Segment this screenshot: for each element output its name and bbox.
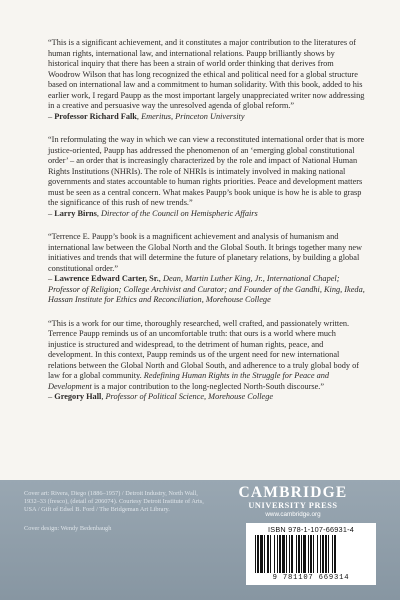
attribution-separator: , (136, 111, 142, 121)
endorser-affiliation: Professor of Political Science, Morehouse College (105, 392, 274, 401)
barcode-bar (257, 535, 259, 573)
barcode-bar (277, 535, 278, 573)
barcode-bar (260, 535, 263, 573)
endorsement-carter (48, 232, 366, 306)
endorsement-attribution (48, 112, 366, 123)
barcode-bar (308, 535, 309, 573)
barcode-number: 9 781107 669314 (272, 574, 350, 582)
barcode-bar (317, 535, 318, 573)
barcode-bar (332, 535, 333, 573)
endorsement-hall (48, 319, 366, 403)
barcode-bar (322, 535, 324, 573)
cover-art-credit: Cover art: Rivera, Diego (1886–1957) / Detroit Industry, North Wall, 1932–33 (fresco), (detail of 206074). Courtesy Detroit Institute of Arts, USA / Gift of Edsel B. Ford / The Bridgeman Art Library. (24, 490, 204, 514)
cover-design-credit: Cover design: Wendy Bedenbaugh (24, 524, 112, 532)
barcode-bar (286, 535, 287, 573)
endorser-affiliation: Dean, Martin Luther King, Jr., International Chapel; Professor of Religion; College Archivist and Curator; and Founder of the Gandhi, King, Ikeda, Hassan Institute for Ethics and Reconciliation, Morehouse College (48, 274, 365, 304)
attribution-separator: , (101, 392, 106, 401)
barcode-bar (279, 535, 281, 573)
endorsement-list (48, 38, 366, 416)
publisher-subtitle: UNIVERSITY PRESS (248, 501, 338, 510)
endorsement-quote (48, 319, 366, 393)
endorsement-birns (48, 135, 366, 219)
endorser-name: Gregory Hall (54, 392, 102, 401)
attribution-dash: – (48, 208, 55, 218)
barcode-bar (325, 535, 327, 573)
endorsement-quote: “In reformulating the way in which we can view a reconstituted international order that is more justice-oriented, Paupp has addressed the phenomenon of an ‘emerging global constitutional order’ – an order that is increasingly characterized by the role and impact of National Human Rights Institutions (NHRIs). The role of NHRIs is intimately involved in making national governments and states accountable to human rights priorities. Peace and development matters must be seen as a central concern. What makes Paupp’s book unique is how he is able to grasp the significance of this rush of new trends.” (48, 135, 365, 207)
attribution-dash: – (48, 274, 55, 283)
barcode-bar (296, 535, 297, 573)
barcode-bar (303, 535, 306, 573)
endorsement-attribution (48, 392, 366, 403)
attribution-dash: – (48, 392, 55, 401)
barcode-bar (274, 535, 275, 573)
barcode-bar (270, 535, 271, 573)
endorsement-falk (48, 38, 366, 122)
endorsement-quote: “Terrence E. Paupp’s book is a magnificent achievement and analysis of humanism and international law between the Global North and the Global South. It brings together many new initiatives and trends that will determine the future of planetary relations, by building a global constitutional order.” (48, 232, 363, 273)
endorser-name: Larry Birns (54, 208, 97, 218)
endorser-name: Lawrence Edward Carter, Sr. (54, 274, 159, 283)
attribution-dash: – (48, 111, 55, 121)
attribution-separator: , (96, 208, 102, 218)
publisher-logo (210, 485, 376, 519)
barcode-bar (328, 535, 329, 573)
cover-credits (24, 490, 204, 543)
barcode-bar (313, 535, 314, 573)
barcode-bar (282, 535, 285, 573)
publisher-name: CAMBRIDGE (238, 484, 348, 501)
barcode-bar (267, 535, 269, 573)
endorser-affiliation: Director of the Council on Hemispheric Affairs (101, 208, 258, 218)
quote-text: is a major contribution to the long-neglected North-South discourse.” (91, 381, 325, 391)
barcode-label (246, 523, 376, 585)
attribution-separator: , (158, 274, 163, 283)
endorser-affiliation: Emeritus, Princeton University (141, 111, 245, 121)
barcode-bar (289, 535, 290, 573)
publisher-url: www.cambridge.org (265, 511, 321, 518)
barcode-bar (320, 535, 321, 573)
book-title-reference: Redefining Human Rights in the Struggle for Peace and Development (48, 371, 330, 391)
endorsement-attribution (48, 274, 366, 306)
barcode-bar (298, 535, 300, 573)
isbn-text: ISBN 978-1-107-66931-4 (268, 525, 354, 534)
barcode-bar (310, 535, 312, 573)
endorsement-attribution (48, 209, 366, 220)
endorser-name: Professor Richard Falk (54, 111, 137, 121)
barcode-bar (255, 535, 256, 573)
barcode-bar (264, 535, 265, 573)
barcode-icon (254, 535, 370, 573)
quote-text: “This is a work for our time, thoroughly researched, well crafted, and passionately written. Terrence Paupp reminds us of an uncomfortable truth: that ours is a world where much injustice is structured and widespread, to the detriment of human rights, peace, and development. In this context, Paupp reminds us of the urgent need for new international relations between the Global North and Global South, and adherence to a truly global body of law for a global community. (48, 318, 360, 380)
barcode-bar (291, 535, 293, 573)
barcode-bar (334, 535, 336, 573)
endorsement-quote: “This is a significant achievement, and it constitutes a major contribution to the literatures of human rights, international law, and international relations. Paupp brilliantly shows by historical inquiry that there has been a strain of world order thinking that derives from Woodrow Wilson that has long recognized the ethical and political need for a global structure based on international law and a commitment to human solidarity. With this book, added to his earlier work, I regard Paupp as the most important largely unappreciated writer now addressing in a creative and persuasive way the unresolved agenda of global reform.” (48, 38, 365, 110)
barcode-bar (301, 535, 302, 573)
